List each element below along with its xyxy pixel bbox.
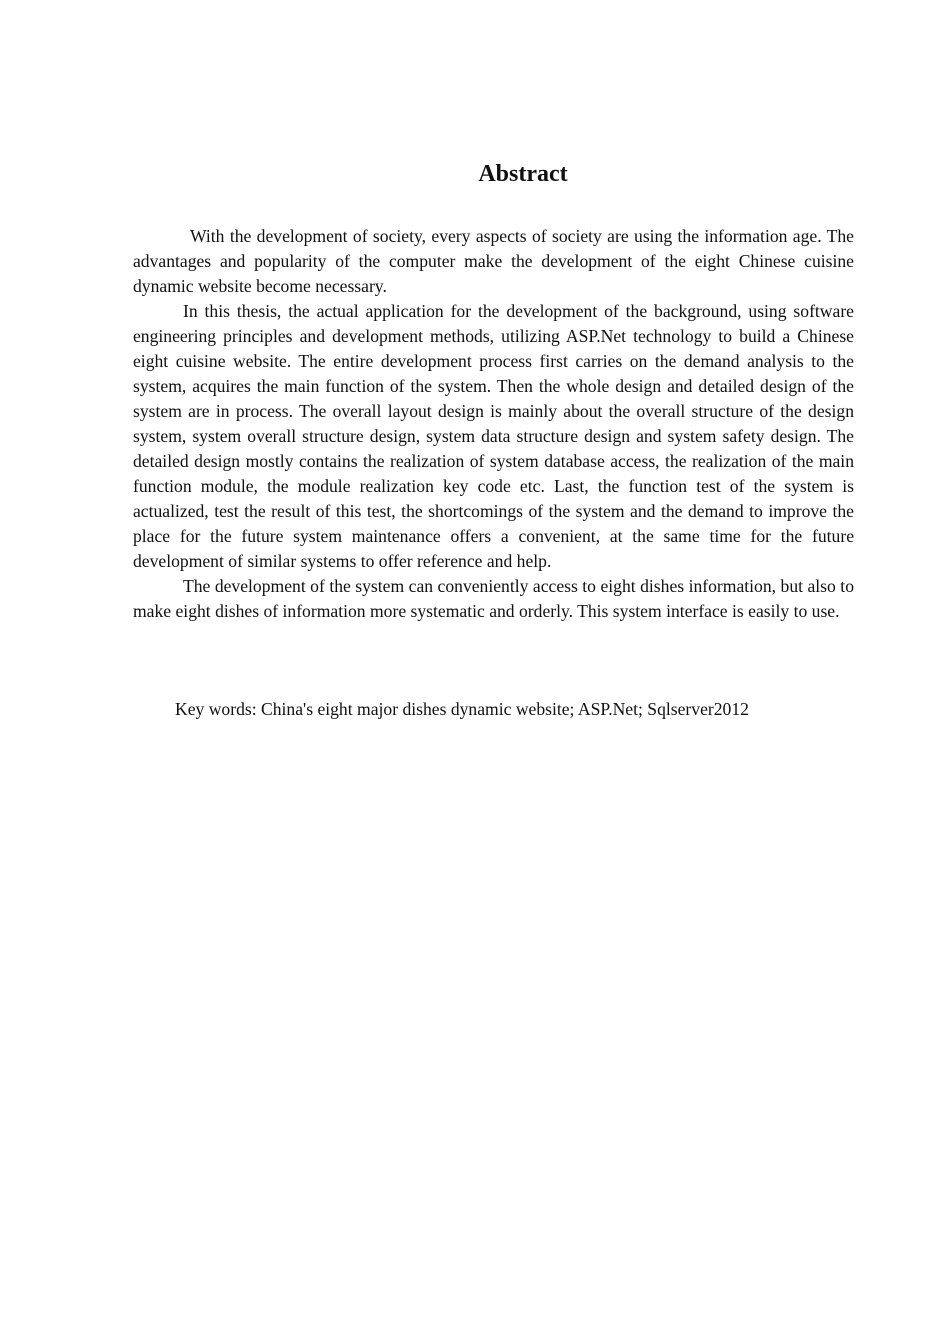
abstract-paragraph-1: With the development of society, every aspects of society are using the information age. The advantages and popularity of the computer make the development of the eight Chinese cuisine dynamic website become necessary. xyxy=(133,226,854,296)
abstract-paragraph-2: In this thesis, the actual application for the development of the background, using software engineering principles and development methods, utilizing ASP.Net technology to build a Chinese eight cuisine website. The entire development process first carries on the demand analysis to the system, acquires the main function of the system. Then the whole design and detailed design of the system are in process. The overall layout design is mainly about the overall structure of the design system, system overall structure design, system data structure design and system safety design. The detailed design mostly contains the realization of system database access, the realization of the main function module, the module realization key code etc. Last, the function test of the system is actualized, test the result of this test, the shortcomings of the system and the demand to improve the place for the future system maintenance offers a convenient, at the same time for the future development of similar systems to offer reference and help. xyxy=(133,301,854,571)
abstract-body xyxy=(133,224,854,624)
page-title: Abstract xyxy=(478,161,568,187)
keywords-line: Key words: China's eight major dishes dynamic website; ASP.Net; Sqlserver2012 xyxy=(175,699,749,719)
abstract-paragraph-3: The development of the system can conveniently access to eight dishes information, but also to make eight dishes of information more systematic and orderly. This system interface is easily to use. xyxy=(133,576,854,621)
